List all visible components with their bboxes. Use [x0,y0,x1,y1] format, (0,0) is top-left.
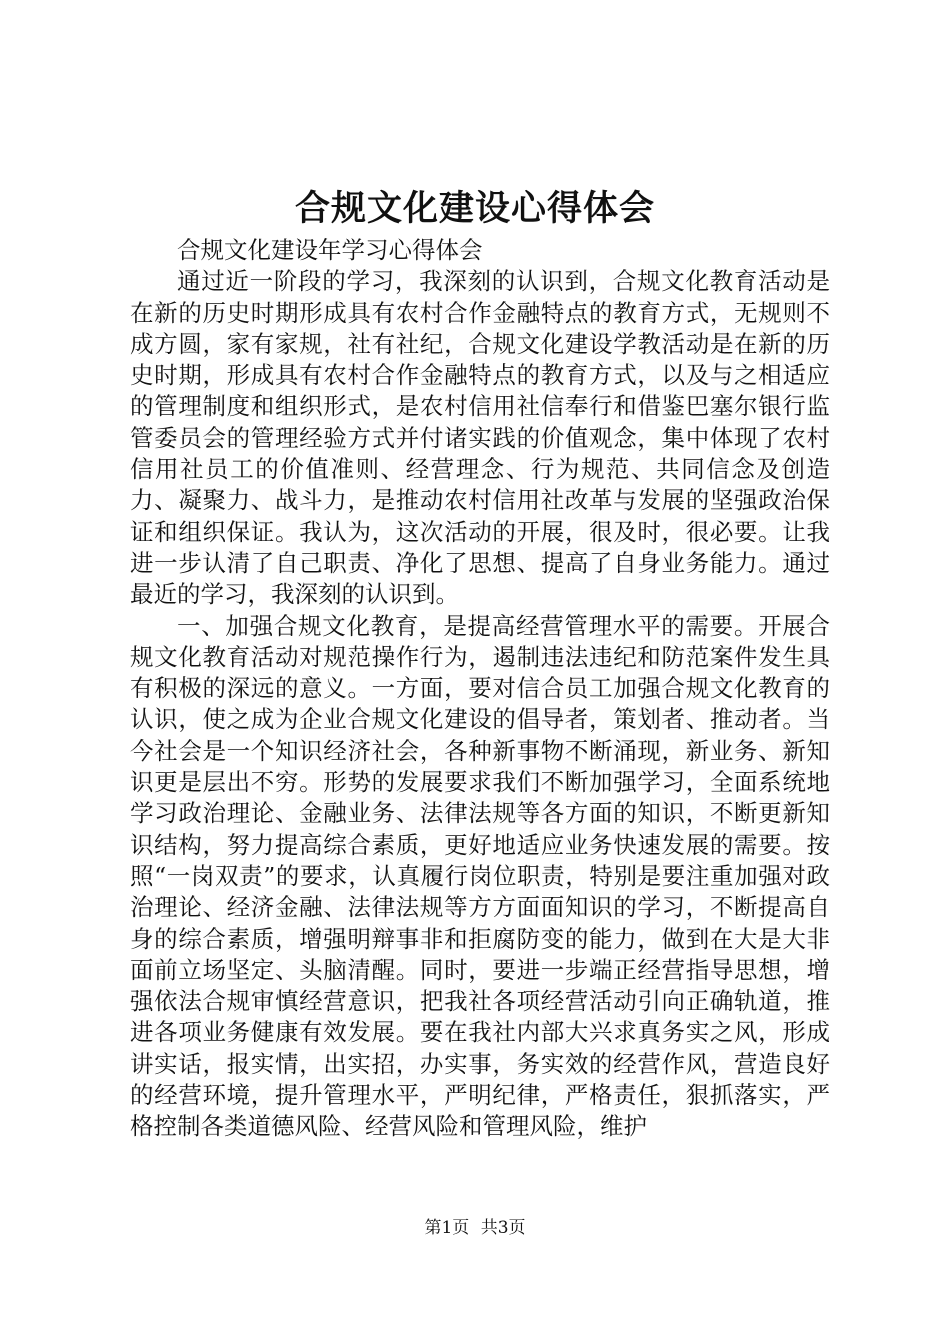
body-paragraph: 通过近一阶段的学习，我深刻的认识到，合规文化教育活动是在新的历史时期形成具有农村合作金融特点的教育方式，无规则不成方圆，家有家规，社有社纪，合规文化建设学教活动是在新的历史时期，形成具有农村合作金融特点的教育方式，以及与之相适应的管理制度和组织形式，是农村信用社信奉行和借鉴巴塞尔银行监管委员会的管理经验方式并付诸实践的价值观念，集中体现了农村信用社员工的价值准则、经营理念、行为规范、共同信念及创造力、凝聚力、战斗力，是推动农村信用社改革与发展的坚强政治保证和组织保证。我认为，这次活动的开展，很及时，很必要。让我进一步认清了自己职责、净化了思想、提高了自身业务能力。通过最近的学习，我深刻的认识到。 [130,267,830,609]
page-footer [0,1216,950,1240]
subtitle-paragraph: 合规文化建设年学习心得体会 [177,236,483,264]
document-body [130,235,830,1143]
body-paragraph: 一、加强合规文化教育，是提高经营管理水平的需要。开展合规文化教育活动对规范操作行为，遏制违法违纪和防范案件发生具有积极的深远的意义。一方面，要对信合员工加强合规文化教育的认识，使之成为企业合规文化建设的倡导者，策划者、推动者。当今社会是一个知识经济社会，各种新事物不断涌现，新业务、新知识更是层出不穷。形势的发展要求我们不断加强学习，全面系统地学习政治理论、金融业务、法律法规等各方面的知识，不断更新知识结构，努力提高综合素质，更好地适应业务快速发展的需要。按照“一岗双责”的要求，认真履行岗位职责，特别是要注重加强对政治理论、经济金融、法律法规等方方面面知识的学习，不断提高自身的综合素质，增强明辩事非和拒腐防变的能力，做到在大是大非面前立场坚定、头脑清醒。同时，要进一步端正经营指导思想，增强依法合规审慎经营意识，把我社各项经营活动引向正确轨道，推进各项业务健康有效发展。要在我社内部大兴求真务实之风，形成讲实话，报实情，出实招，办实事，务实效的经营作风，营造良好的经营环境，提升管理水平，严明纪律，严格责任，狠抓落实，严格控制各类道德风险、经营风险和管理风险，维护 [130,611,830,1141]
document-title: 合规文化建设心得体会 [294,188,655,229]
page-total: 共3页 [480,1218,526,1238]
page-number: 第1页 [424,1218,470,1238]
